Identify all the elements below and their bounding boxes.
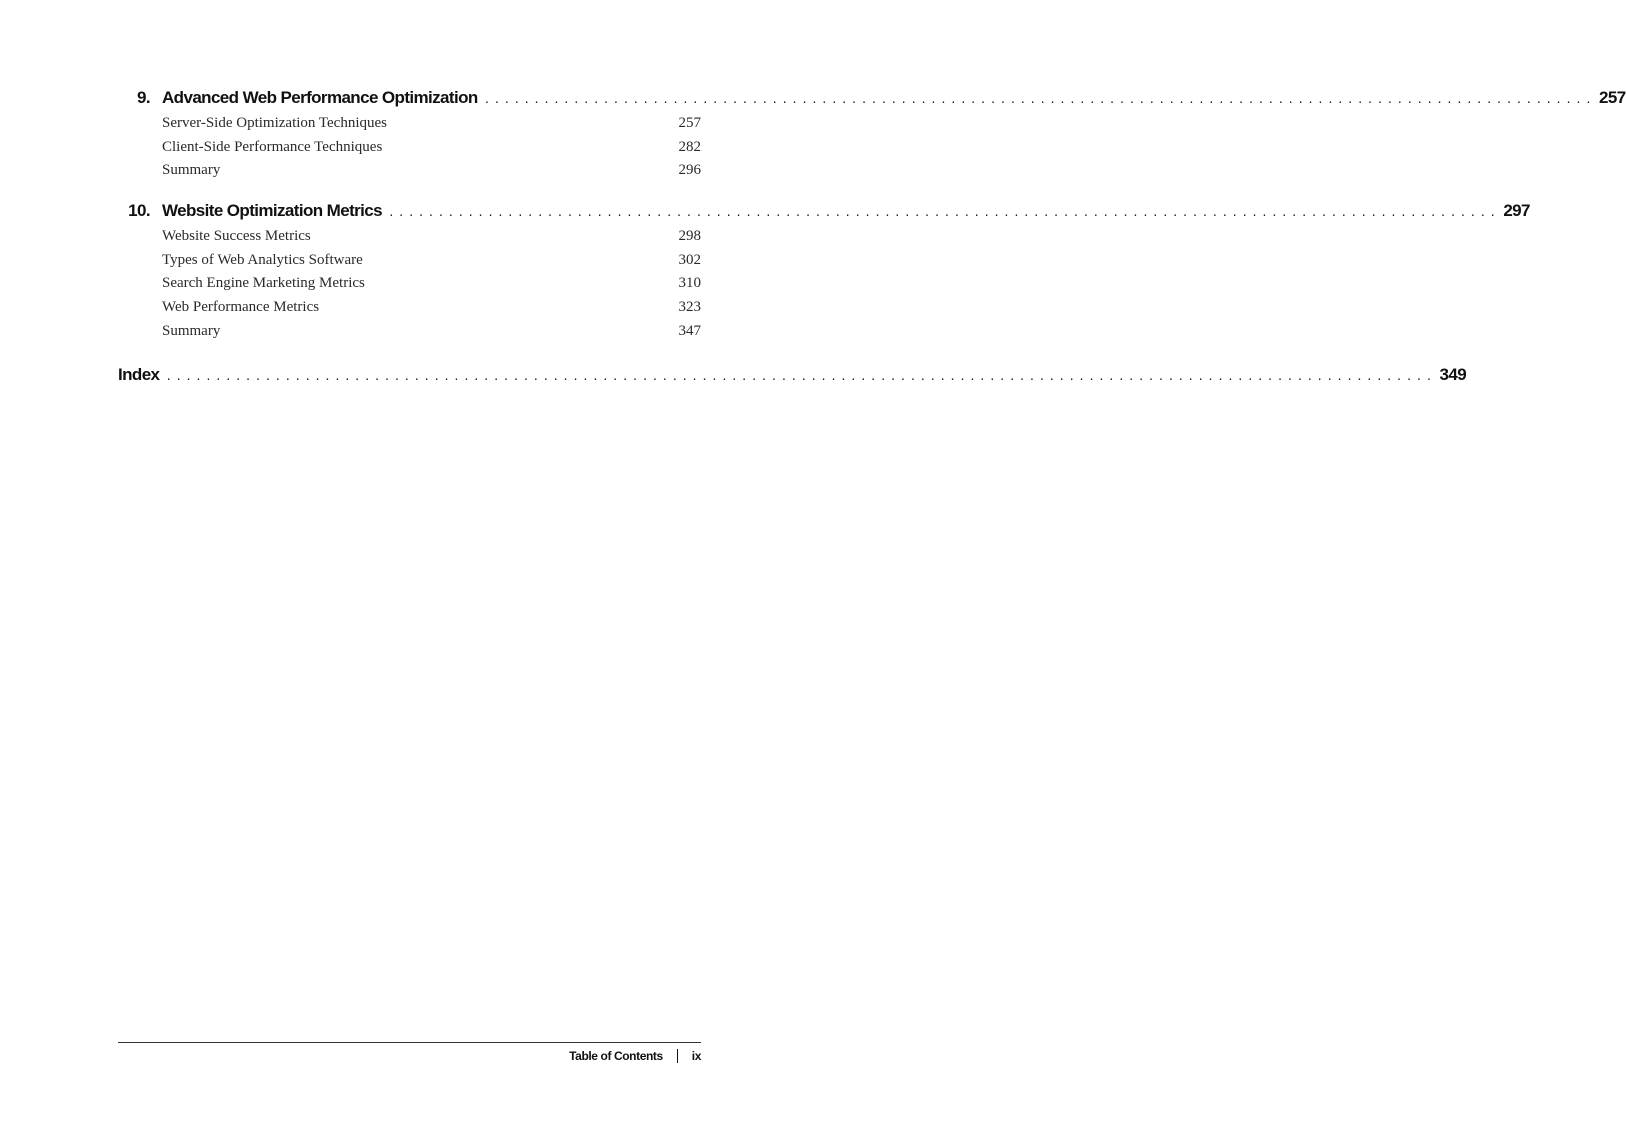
section-page: 298 [678, 228, 701, 244]
footer-rule [118, 1042, 701, 1043]
page-footer [569, 1046, 701, 1066]
toc-index[interactable] [118, 361, 1467, 385]
toc-section[interactable] [118, 112, 701, 136]
section-title: Search Engine Marketing Metrics [162, 275, 365, 292]
footer-section-name: Table of Contents [569, 1049, 663, 1063]
toc-section[interactable] [118, 159, 701, 183]
toc-section[interactable] [118, 225, 701, 249]
chapter-number: 9. [137, 88, 150, 107]
toc-page [118, 0, 1626, 1123]
index-page: 349 [1439, 365, 1467, 384]
section-title: Client-Side Performance Techniques [162, 138, 383, 155]
toc-section[interactable] [118, 272, 701, 296]
section-page: 296 [678, 162, 701, 179]
chapter-heading[interactable] [118, 86, 1626, 110]
section-title: Types of Web Analytics Software [162, 251, 363, 268]
section-title: Server-Side Optimization Techniques [162, 115, 387, 131]
chapter-title: Website Optimization Metrics [162, 201, 382, 220]
section-title: Web Performance Metrics [162, 299, 320, 316]
section-page: 347 [678, 322, 701, 339]
chapter-title: Advanced Web Performance Optimization [162, 88, 478, 107]
section-page: 323 [678, 299, 701, 316]
section-page: 302 [678, 251, 701, 268]
chapter-heading[interactable] [118, 199, 1530, 223]
section-page: 282 [678, 138, 701, 155]
section-title: Summary [162, 322, 221, 339]
section-page: 257 [678, 115, 701, 131]
dot-leader: ................................................................................................................ [483, 93, 1595, 106]
footer-page-number: ix [691, 1049, 701, 1063]
section-title: Website Success Metrics [162, 228, 311, 244]
toc-chapter-10 [118, 199, 1530, 343]
dot-leader: ................................................................................................................ [387, 206, 1500, 219]
dot-leader: ................................................................................................................................ [165, 370, 1436, 383]
toc-chapter-9 [118, 86, 1626, 183]
toc-section[interactable] [118, 320, 701, 344]
section-page: 310 [678, 275, 701, 292]
chapter-page: 257 [1599, 88, 1626, 107]
toc-section[interactable] [118, 249, 701, 273]
toc-section[interactable] [118, 136, 701, 160]
section-title: Summary [162, 162, 221, 179]
footer-separator [677, 1049, 678, 1063]
chapter-number: 10. [128, 201, 150, 220]
chapter-page: 297 [1503, 201, 1530, 220]
index-title: Index [118, 365, 160, 384]
toc-section[interactable] [118, 296, 701, 320]
